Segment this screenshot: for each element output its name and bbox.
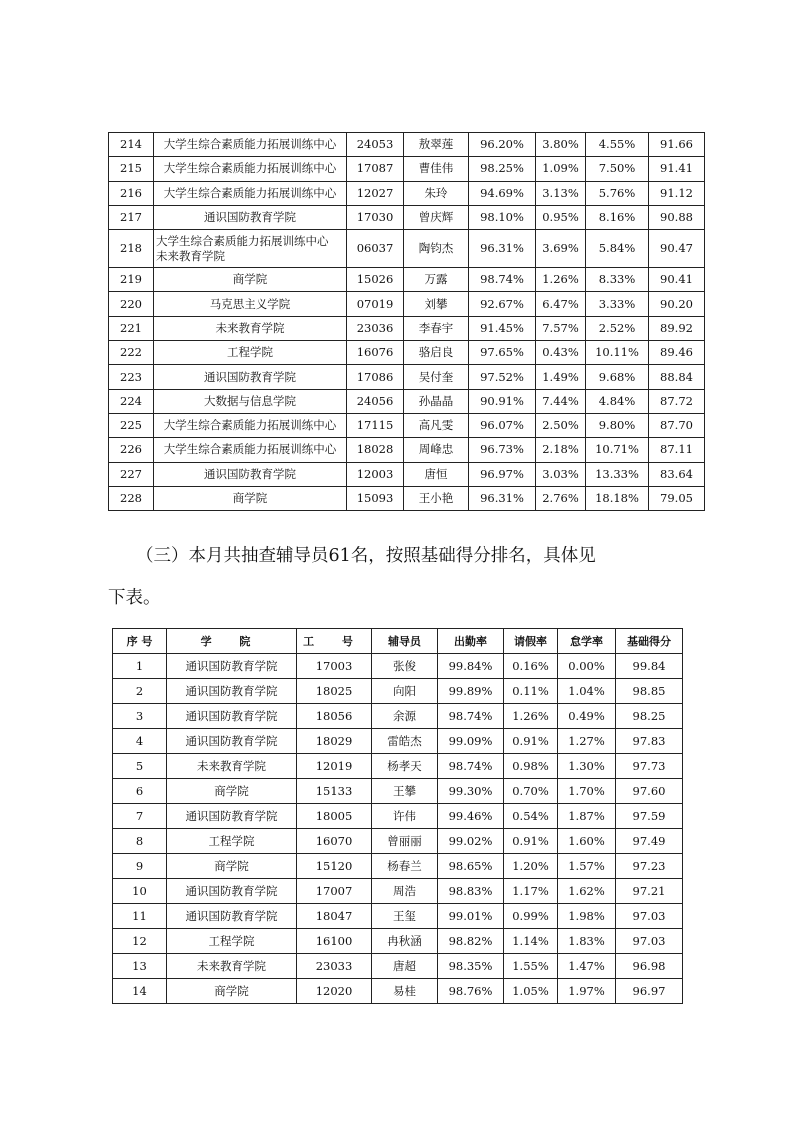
cell-score: 98.85 [616, 679, 683, 704]
cell-truancy: 3.33% [586, 292, 649, 316]
cell-attendance: 98.74% [438, 754, 504, 779]
cell-attendance: 99.09% [438, 729, 504, 754]
cell-attendance: 97.65% [469, 341, 536, 365]
cell-score: 96.97 [616, 979, 683, 1004]
cell-college: 工程学院 [154, 341, 347, 365]
cell-score: 97.03 [616, 904, 683, 929]
cell-truancy: 8.16% [586, 205, 649, 229]
table-row [109, 157, 705, 181]
ranking-table-body [109, 133, 705, 511]
cell-staff-id: 12020 [297, 979, 372, 1004]
cell-truancy: 1.57% [558, 854, 616, 879]
cell-name: 曹佳伟 [404, 157, 469, 181]
table-row [113, 929, 683, 954]
cell-no: 224 [109, 389, 154, 413]
cell-leave: 0.43% [536, 341, 586, 365]
cell-no: 1 [113, 654, 167, 679]
cell-truancy: 5.84% [586, 230, 649, 268]
cell-no: 228 [109, 486, 154, 510]
cell-leave: 0.54% [504, 804, 558, 829]
cell-leave: 0.95% [536, 205, 586, 229]
cell-truancy: 8.33% [586, 268, 649, 292]
cell-college: 大数据与信息学院 [154, 389, 347, 413]
cell-no: 215 [109, 157, 154, 181]
cell-score: 99.84 [616, 654, 683, 679]
cell-truancy: 7.50% [586, 157, 649, 181]
cell-leave: 0.91% [504, 829, 558, 854]
cell-leave: 3.69% [536, 230, 586, 268]
cell-score: 87.11 [649, 438, 705, 462]
cell-score: 88.84 [649, 365, 705, 389]
cell-leave: 0.91% [504, 729, 558, 754]
cell-leave: 6.47% [536, 292, 586, 316]
cell-leave: 0.99% [504, 904, 558, 929]
table-row [113, 954, 683, 979]
cell-staff-id: 18025 [297, 679, 372, 704]
cell-leave: 7.57% [536, 316, 586, 340]
cell-score: 90.47 [649, 230, 705, 268]
cell-name: 易桂 [372, 979, 438, 1004]
table-row [109, 181, 705, 205]
cell-college: 大学生综合素质能力拓展训练中心 [154, 133, 347, 157]
cell-leave: 1.26% [504, 704, 558, 729]
cell-score: 90.88 [649, 205, 705, 229]
cell-no: 14 [113, 979, 167, 1004]
cell-score: 89.92 [649, 316, 705, 340]
table-row [109, 205, 705, 229]
header-college: 学 院 [167, 629, 297, 654]
cell-attendance: 96.07% [469, 413, 536, 437]
cell-staff-id: 16070 [297, 829, 372, 854]
table-row [109, 438, 705, 462]
table-row [109, 133, 705, 157]
cell-score: 79.05 [649, 486, 705, 510]
cell-attendance: 99.01% [438, 904, 504, 929]
cell-college: 商学院 [167, 854, 297, 879]
table-row [109, 365, 705, 389]
cell-score: 97.83 [616, 729, 683, 754]
cell-staff-id: 18056 [297, 704, 372, 729]
header-counselor: 辅导员 [372, 629, 438, 654]
cell-college: 未来教育学院 [167, 954, 297, 979]
table-row [113, 754, 683, 779]
cell-staff-id: 17007 [297, 879, 372, 904]
cell-no: 3 [113, 704, 167, 729]
cell-attendance: 98.74% [469, 268, 536, 292]
cell-leave: 1.05% [504, 979, 558, 1004]
cell-name: 余源 [372, 704, 438, 729]
cell-leave: 3.80% [536, 133, 586, 157]
cell-name: 许伟 [372, 804, 438, 829]
cell-college: 通识国防教育学院 [154, 205, 347, 229]
cell-staff-id: 18028 [347, 438, 404, 462]
cell-staff-id: 12027 [347, 181, 404, 205]
cell-truancy: 4.84% [586, 389, 649, 413]
cell-college: 通识国防教育学院 [167, 704, 297, 729]
cell-college: 工程学院 [167, 929, 297, 954]
cell-truancy: 0.49% [558, 704, 616, 729]
cell-score: 90.20 [649, 292, 705, 316]
cell-no: 12 [113, 929, 167, 954]
table-row [113, 729, 683, 754]
cell-staff-id: 18005 [297, 804, 372, 829]
cell-score: 97.23 [616, 854, 683, 879]
cell-no: 214 [109, 133, 154, 157]
table-header-row [113, 629, 683, 654]
cell-truancy: 0.00% [558, 654, 616, 679]
table-row [113, 779, 683, 804]
cell-truancy: 1.04% [558, 679, 616, 704]
cell-college-line2: 未来教育学院 [156, 248, 225, 263]
cell-name: 曾庆辉 [404, 205, 469, 229]
cell-college: 大学生综合素质能力拓展训练中心 [154, 413, 347, 437]
table-row [113, 704, 683, 729]
cell-truancy: 1.47% [558, 954, 616, 979]
cell-no: 9 [113, 854, 167, 879]
cell-staff-id: 15093 [347, 486, 404, 510]
cell-name: 敖翠莲 [404, 133, 469, 157]
cell-name: 杨春兰 [372, 854, 438, 879]
cell-college: 大学生综合素质能力拓展训练中心 [154, 181, 347, 205]
cell-score: 97.03 [616, 929, 683, 954]
cell-score: 91.66 [649, 133, 705, 157]
cell-truancy: 9.80% [586, 413, 649, 437]
cell-no: 216 [109, 181, 154, 205]
cell-college: 马克思主义学院 [154, 292, 347, 316]
cell-attendance: 98.25% [469, 157, 536, 181]
cell-truancy: 1.98% [558, 904, 616, 929]
table-row [109, 462, 705, 486]
cell-score: 90.41 [649, 268, 705, 292]
cell-staff-id: 18047 [297, 904, 372, 929]
cell-name: 向阳 [372, 679, 438, 704]
cell-leave: 7.44% [536, 389, 586, 413]
cell-college: 通识国防教育学院 [154, 365, 347, 389]
cell-attendance: 99.89% [438, 679, 504, 704]
cell-leave: 1.20% [504, 854, 558, 879]
cell-college: 商学院 [154, 486, 347, 510]
cell-no: 13 [113, 954, 167, 979]
table-row [109, 230, 705, 268]
cell-score: 91.41 [649, 157, 705, 181]
cell-name: 骆启良 [404, 341, 469, 365]
cell-attendance: 94.69% [469, 181, 536, 205]
cell-no: 222 [109, 341, 154, 365]
cell-leave: 1.26% [536, 268, 586, 292]
cell-score: 97.73 [616, 754, 683, 779]
cell-no: 221 [109, 316, 154, 340]
cell-name: 李春宇 [404, 316, 469, 340]
cell-staff-id: 16100 [297, 929, 372, 954]
cell-name: 高凡雯 [404, 413, 469, 437]
section-paragraph-continued: 下表。 [108, 588, 161, 608]
cell-score: 83.64 [649, 462, 705, 486]
cell-attendance: 96.73% [469, 438, 536, 462]
cell-no: 5 [113, 754, 167, 779]
cell-truancy: 18.18% [586, 486, 649, 510]
cell-attendance: 98.76% [438, 979, 504, 1004]
cell-truancy: 10.11% [586, 341, 649, 365]
cell-name: 冉秋涵 [372, 929, 438, 954]
cell-truancy: 13.33% [586, 462, 649, 486]
cell-leave: 0.98% [504, 754, 558, 779]
cell-staff-id: 24053 [347, 133, 404, 157]
cell-attendance: 99.84% [438, 654, 504, 679]
cell-no: 7 [113, 804, 167, 829]
cell-name: 周峰忠 [404, 438, 469, 462]
cell-attendance: 98.10% [469, 205, 536, 229]
cell-truancy: 1.27% [558, 729, 616, 754]
cell-attendance: 98.65% [438, 854, 504, 879]
table-row [109, 341, 705, 365]
table-row [109, 268, 705, 292]
table-row [109, 292, 705, 316]
cell-college: 未来教育学院 [154, 316, 347, 340]
cell-college: 商学院 [167, 779, 297, 804]
table-row [113, 654, 683, 679]
cell-score: 87.70 [649, 413, 705, 437]
cell-staff-id: 17003 [297, 654, 372, 679]
cell-college: 大学生综合素质能力拓展训练中心 [154, 438, 347, 462]
cell-staff-id: 15133 [297, 779, 372, 804]
table-row [109, 316, 705, 340]
cell-attendance: 98.83% [438, 879, 504, 904]
cell-staff-id: 15120 [297, 854, 372, 879]
cell-no: 217 [109, 205, 154, 229]
cell-no: 226 [109, 438, 154, 462]
cell-leave: 1.17% [504, 879, 558, 904]
cell-college: 通识国防教育学院 [167, 804, 297, 829]
cell-leave: 1.49% [536, 365, 586, 389]
header-score: 基础得分 [616, 629, 683, 654]
cell-leave: 0.70% [504, 779, 558, 804]
table-row [113, 904, 683, 929]
cell-attendance: 99.46% [438, 804, 504, 829]
cell-score: 97.60 [616, 779, 683, 804]
cell-leave: 0.11% [504, 679, 558, 704]
table-row [109, 413, 705, 437]
cell-truancy: 1.97% [558, 979, 616, 1004]
header-attendance: 出勤率 [438, 629, 504, 654]
cell-name: 吴付奎 [404, 365, 469, 389]
cell-truancy: 2.52% [586, 316, 649, 340]
cell-staff-id: 23036 [347, 316, 404, 340]
cell-college: 商学院 [154, 268, 347, 292]
cell-staff-id: 12019 [297, 754, 372, 779]
cell-college: 未来教育学院 [167, 754, 297, 779]
cell-attendance: 99.30% [438, 779, 504, 804]
cell-truancy: 1.83% [558, 929, 616, 954]
cell-staff-id: 23033 [297, 954, 372, 979]
cell-score: 97.21 [616, 879, 683, 904]
cell-staff-id: 17086 [347, 365, 404, 389]
cell-leave: 3.03% [536, 462, 586, 486]
cell-attendance: 91.45% [469, 316, 536, 340]
cell-no: 219 [109, 268, 154, 292]
cell-no: 223 [109, 365, 154, 389]
header-no: 序 号 [113, 629, 167, 654]
cell-staff-id: 17115 [347, 413, 404, 437]
cell-truancy: 5.76% [586, 181, 649, 205]
cell-no: 225 [109, 413, 154, 437]
table-row [113, 679, 683, 704]
cell-name: 刘攀 [404, 292, 469, 316]
cell-staff-id: 18029 [297, 729, 372, 754]
cell-attendance: 90.91% [469, 389, 536, 413]
cell-no: 227 [109, 462, 154, 486]
cell-truancy: 4.55% [586, 133, 649, 157]
cell-college [154, 230, 347, 268]
cell-attendance: 98.35% [438, 954, 504, 979]
cell-staff-id: 12003 [347, 462, 404, 486]
cell-score: 97.49 [616, 829, 683, 854]
cell-name: 王小艳 [404, 486, 469, 510]
cell-college: 工程学院 [167, 829, 297, 854]
cell-name: 王玺 [372, 904, 438, 929]
cell-truancy: 1.62% [558, 879, 616, 904]
cell-leave: 2.76% [536, 486, 586, 510]
cell-attendance: 96.20% [469, 133, 536, 157]
header-leave: 请假率 [504, 629, 558, 654]
table-row [113, 854, 683, 879]
cell-attendance: 99.02% [438, 829, 504, 854]
cell-no: 11 [113, 904, 167, 929]
cell-truancy: 1.87% [558, 804, 616, 829]
cell-no: 8 [113, 829, 167, 854]
cell-staff-id: 07019 [347, 292, 404, 316]
cell-name: 张俊 [372, 654, 438, 679]
cell-truancy: 1.60% [558, 829, 616, 854]
cell-college: 商学院 [167, 979, 297, 1004]
cell-staff-id: 24056 [347, 389, 404, 413]
cell-attendance: 96.97% [469, 462, 536, 486]
cell-score: 87.72 [649, 389, 705, 413]
cell-score: 98.25 [616, 704, 683, 729]
header-id: 工 号 [297, 629, 372, 654]
cell-attendance: 96.31% [469, 486, 536, 510]
cell-truancy: 1.70% [558, 779, 616, 804]
cell-leave: 1.55% [504, 954, 558, 979]
cell-score: 89.46 [649, 341, 705, 365]
cell-no: 10 [113, 879, 167, 904]
table-row [113, 829, 683, 854]
cell-name: 王攀 [372, 779, 438, 804]
cell-college: 通识国防教育学院 [167, 679, 297, 704]
counselor-table-body [113, 654, 683, 1004]
cell-attendance: 92.67% [469, 292, 536, 316]
cell-truancy: 10.71% [586, 438, 649, 462]
cell-staff-id: 06037 [347, 230, 404, 268]
cell-attendance: 98.82% [438, 929, 504, 954]
cell-name: 万露 [404, 268, 469, 292]
table-row [113, 804, 683, 829]
cell-college: 通识国防教育学院 [167, 654, 297, 679]
table-row [109, 486, 705, 510]
table-row [113, 979, 683, 1004]
counselor-ranking-table [112, 628, 683, 1004]
cell-name: 唐恒 [404, 462, 469, 486]
cell-college: 通识国防教育学院 [167, 729, 297, 754]
cell-college-line1: 大学生综合素质能力拓展训练中心 [156, 233, 329, 248]
ranking-table-continued [108, 132, 705, 511]
cell-score: 91.12 [649, 181, 705, 205]
cell-no: 220 [109, 292, 154, 316]
cell-no: 218 [109, 230, 154, 268]
cell-staff-id: 17030 [347, 205, 404, 229]
table-row [109, 389, 705, 413]
cell-truancy: 1.30% [558, 754, 616, 779]
section-paragraph: （三）本月共抽查辅导员61名，按照基础得分排名，具体见 [136, 546, 596, 566]
cell-no: 6 [113, 779, 167, 804]
cell-name: 雷皓杰 [372, 729, 438, 754]
cell-attendance: 97.52% [469, 365, 536, 389]
cell-staff-id: 17087 [347, 157, 404, 181]
cell-name: 杨孝天 [372, 754, 438, 779]
cell-leave: 2.50% [536, 413, 586, 437]
cell-leave: 0.16% [504, 654, 558, 679]
cell-name: 唐超 [372, 954, 438, 979]
cell-college: 大学生综合素质能力拓展训练中心 [154, 157, 347, 181]
cell-staff-id: 15026 [347, 268, 404, 292]
cell-name: 周浩 [372, 879, 438, 904]
table-row [113, 879, 683, 904]
cell-leave: 1.09% [536, 157, 586, 181]
cell-leave: 1.14% [504, 929, 558, 954]
cell-name: 陶钧杰 [404, 230, 469, 268]
header-truancy: 怠学率 [558, 629, 616, 654]
cell-leave: 3.13% [536, 181, 586, 205]
cell-name: 孙晶晶 [404, 389, 469, 413]
cell-leave: 2.18% [536, 438, 586, 462]
cell-name: 曾丽丽 [372, 829, 438, 854]
cell-college: 通识国防教育学院 [167, 879, 297, 904]
cell-score: 97.59 [616, 804, 683, 829]
cell-attendance: 96.31% [469, 230, 536, 268]
cell-truancy: 9.68% [586, 365, 649, 389]
cell-attendance: 98.74% [438, 704, 504, 729]
cell-college: 通识国防教育学院 [167, 904, 297, 929]
cell-score: 96.98 [616, 954, 683, 979]
cell-name: 朱玲 [404, 181, 469, 205]
cell-college: 通识国防教育学院 [154, 462, 347, 486]
cell-no: 2 [113, 679, 167, 704]
cell-staff-id: 16076 [347, 341, 404, 365]
cell-no: 4 [113, 729, 167, 754]
